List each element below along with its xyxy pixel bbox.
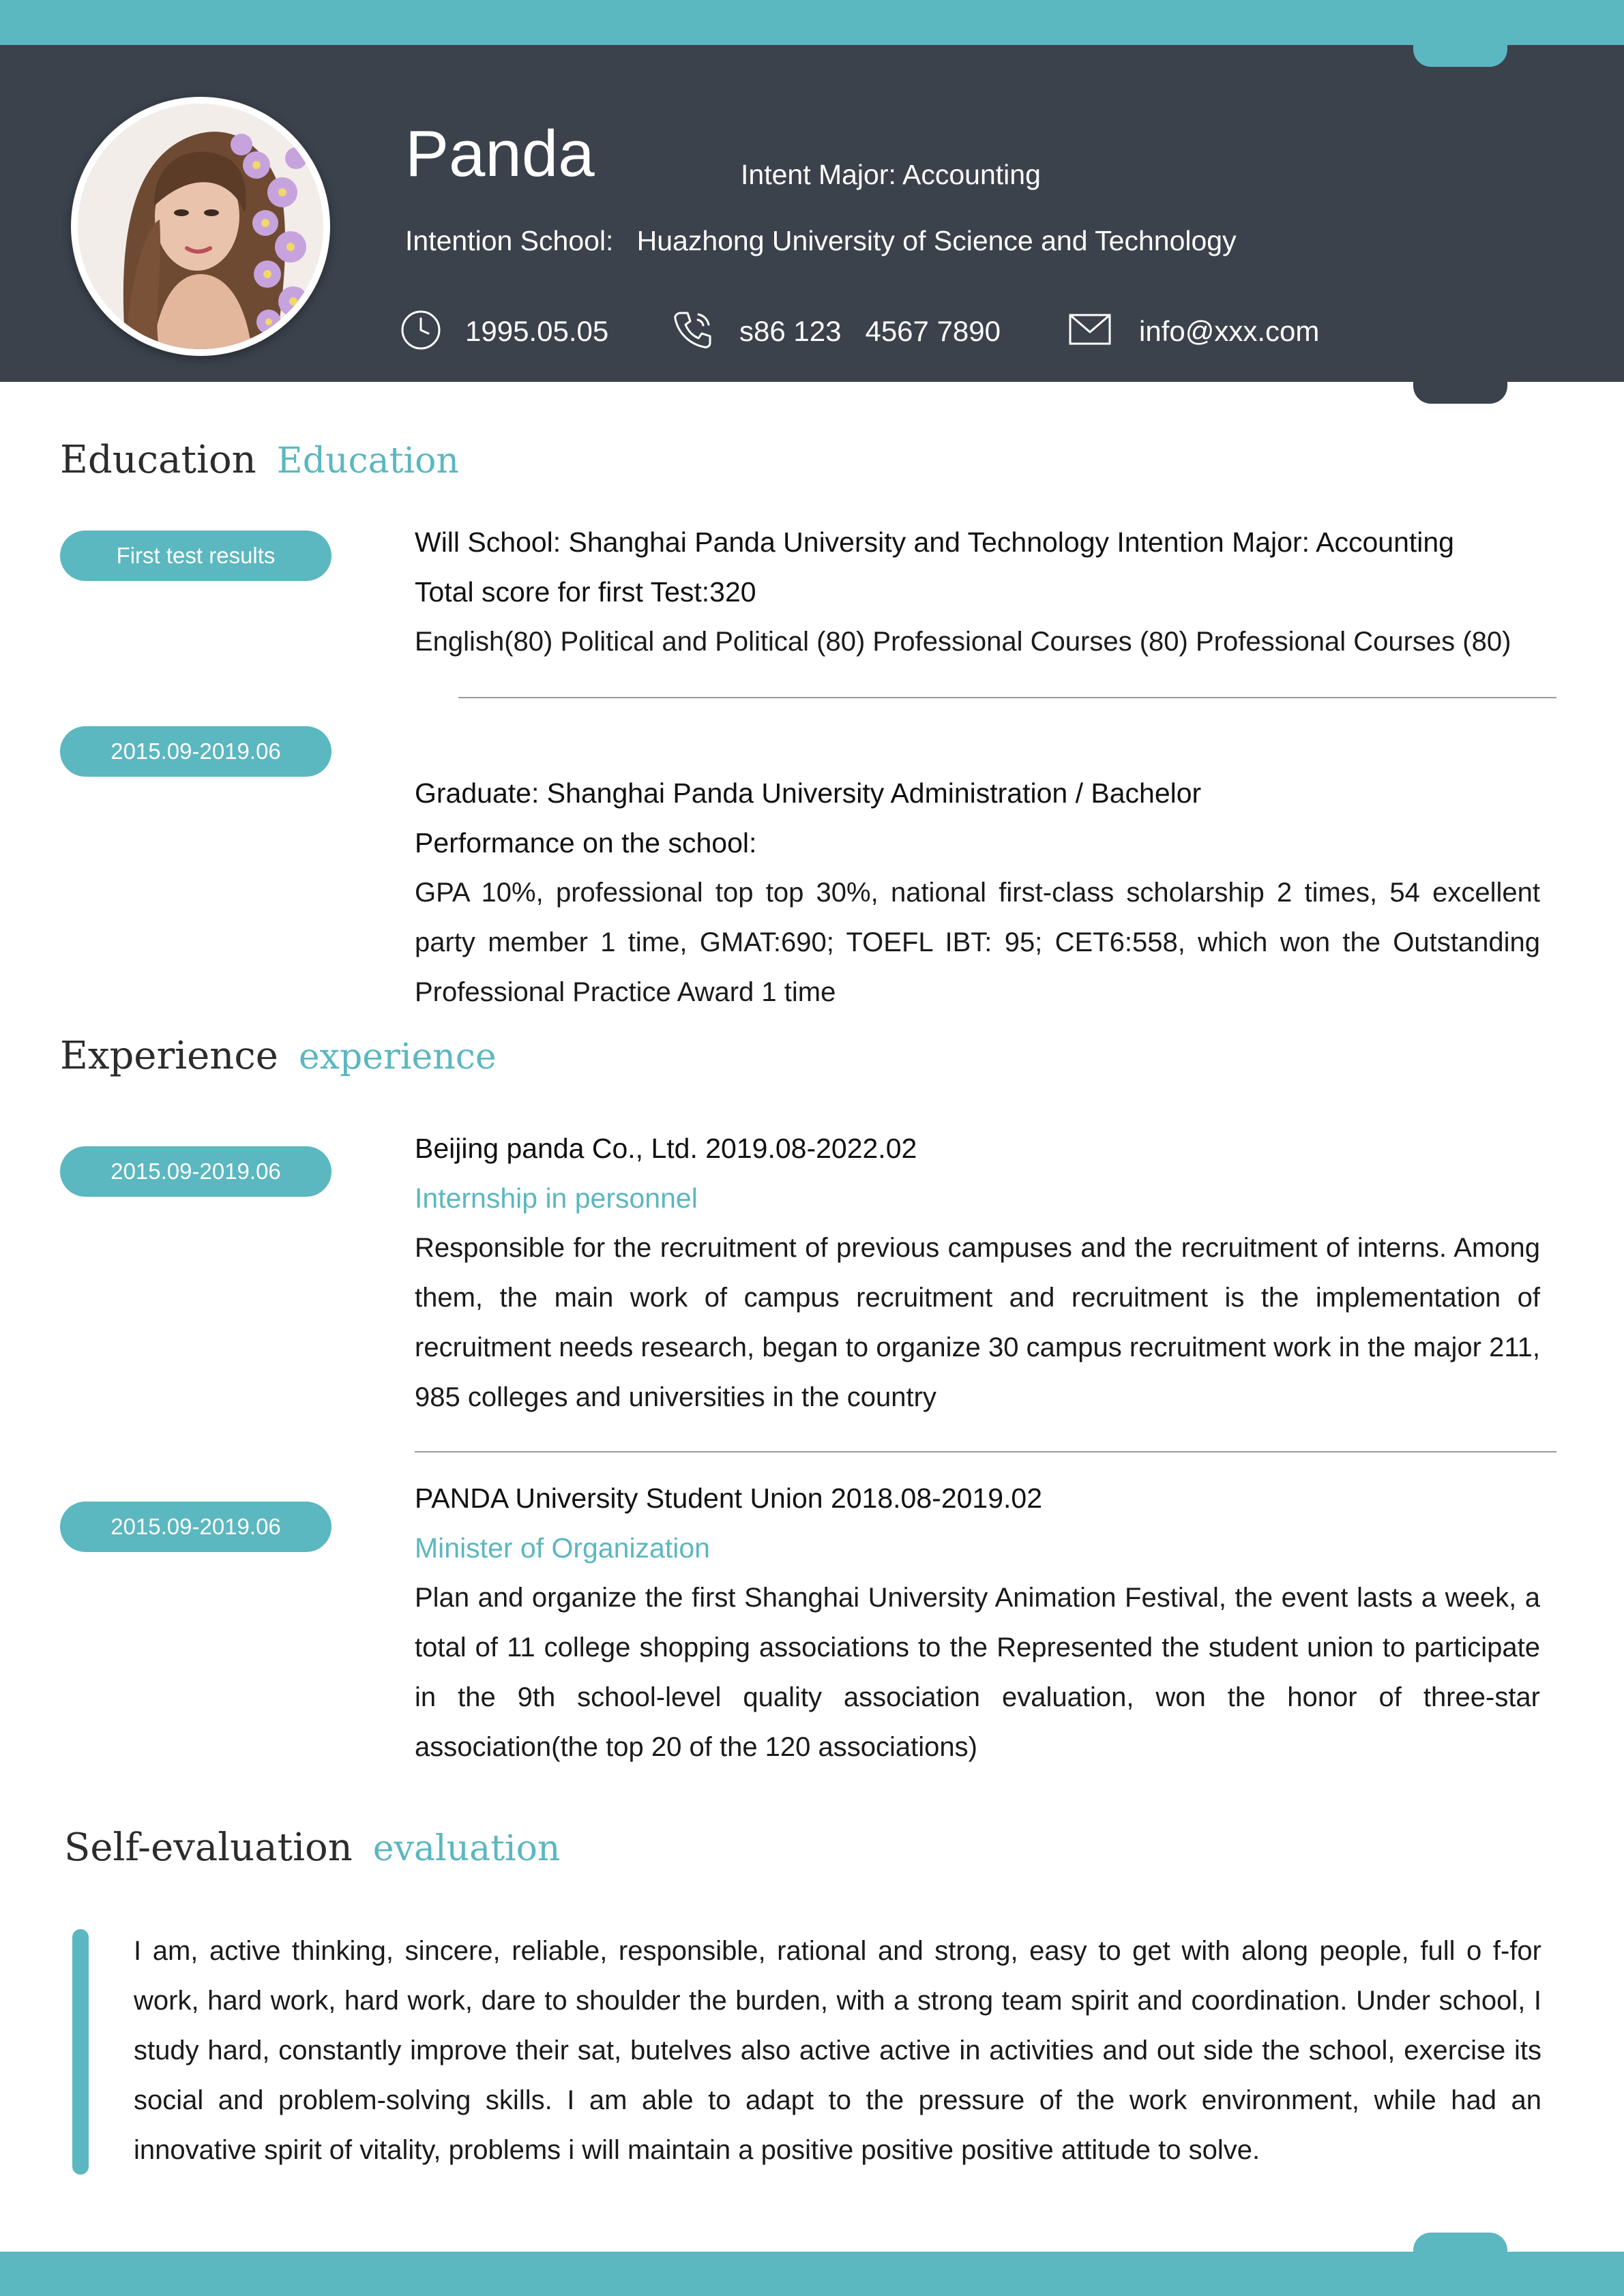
education-detail: English(80) Political and Political (80) Professional Courses (80) Professional Courses (80) <box>415 627 1511 657</box>
date-pill: 2015.09-2019.06 <box>60 1146 331 1197</box>
section-heading: Experience <box>60 1034 278 1078</box>
section-heading-alt: Education <box>276 441 459 481</box>
education-section-title <box>60 438 459 482</box>
clock-icon <box>400 309 442 351</box>
birthday: 1995.05.05 <box>465 315 609 347</box>
date-pill: First test results <box>60 531 331 581</box>
experience-description: Responsible for the recruitment of previous campuses and the recruitment of interns. Among them, the main work of campus recruitment and recruitment is the implementation of recruitment needs research, began to organize 30 campus recruitment work in the major 211, 985 colleges and universities in the country <box>415 1233 1540 1412</box>
experience-company: Beijing panda Co., Ltd. 2019.08-2022.02 <box>415 1133 917 1164</box>
education-line: Total score for first Test:320 <box>415 576 756 608</box>
header-tab-decoration <box>1413 40 1507 67</box>
profile-photo <box>78 104 323 349</box>
top-accent-strip <box>0 0 1624 45</box>
mail-icon <box>1068 313 1112 346</box>
email-address: info@xxx.com <box>1139 315 1320 347</box>
experience-section-title <box>60 1034 497 1078</box>
education-line: Performance on the school: <box>415 827 757 859</box>
divider <box>458 697 1556 698</box>
section-heading-alt: evaluation <box>372 1828 561 1869</box>
date-pill: 2015.09-2019.06 <box>60 1502 331 1552</box>
section-heading: Education <box>60 438 256 482</box>
phone-number: s86 123 4567 7890 <box>739 315 1001 347</box>
evaluation-accent-bar <box>72 1929 89 2175</box>
education-detail: GPA 10%, professional top top 30%, national first-class scholarship 2 times, 54 excellent party member 1 time, GMAT:690; TOEFL IBT: 95; CET6:558, which won the Outstanding Professional Practice Award 1 time <box>415 878 1540 1007</box>
experience-role: Internship in personnel <box>415 1182 698 1214</box>
self-evaluation-section-title <box>64 1825 560 1870</box>
intention-school: Intention School: Huazhong University of Science and Technology <box>405 225 1237 256</box>
phone-icon <box>671 308 715 351</box>
experience-company: PANDA University Student Union 2018.08-2019.02 <box>415 1482 1043 1514</box>
experience-role: Minister of Organization <box>415 1532 710 1564</box>
education-line: Graduate: Shanghai Panda University Administration / Bachelor <box>415 777 1202 809</box>
education-line: Will School: Shanghai Panda University and Technology Intention Major: Accounting <box>415 526 1454 558</box>
candidate-name: Panda <box>405 117 595 190</box>
section-heading: Self-evaluation <box>64 1825 353 1870</box>
divider <box>415 1451 1556 1452</box>
date-pill: 2015.09-2019.06 <box>60 726 331 777</box>
section-heading-alt: experience <box>298 1037 497 1077</box>
header-tab-decoration <box>1413 376 1507 404</box>
self-evaluation-text: I am, active thinking, sincere, reliable, responsible, rational and strong, easy to get with along people, full o f-for work, hard work, hard work, dare to shoulder the burden, with a strong team spirit and coordination. Under school, I study hard, constantly improve their sat, butelves also active active in activities and out side the school, exercise its social and problem-solving skills. I am able to adapt to the pressure of the work environment, while had an innovative spirit of vitality, problems i will maintain a positive positive positive attitude to solve. <box>134 1936 1541 2165</box>
avatar <box>71 97 330 356</box>
intent-major: Intent Major: Accounting <box>741 159 1041 190</box>
experience-description: Plan and organize the first Shanghai University Animation Festival, the event lasts a week, a total of 11 college shopping associations to the Represented the student union to participate in the 9th school-level quality association evaluation, won the honor of three-star association(the top 20 of the 120 associations) <box>415 1583 1540 1762</box>
bottom-accent-strip <box>0 2252 1624 2296</box>
